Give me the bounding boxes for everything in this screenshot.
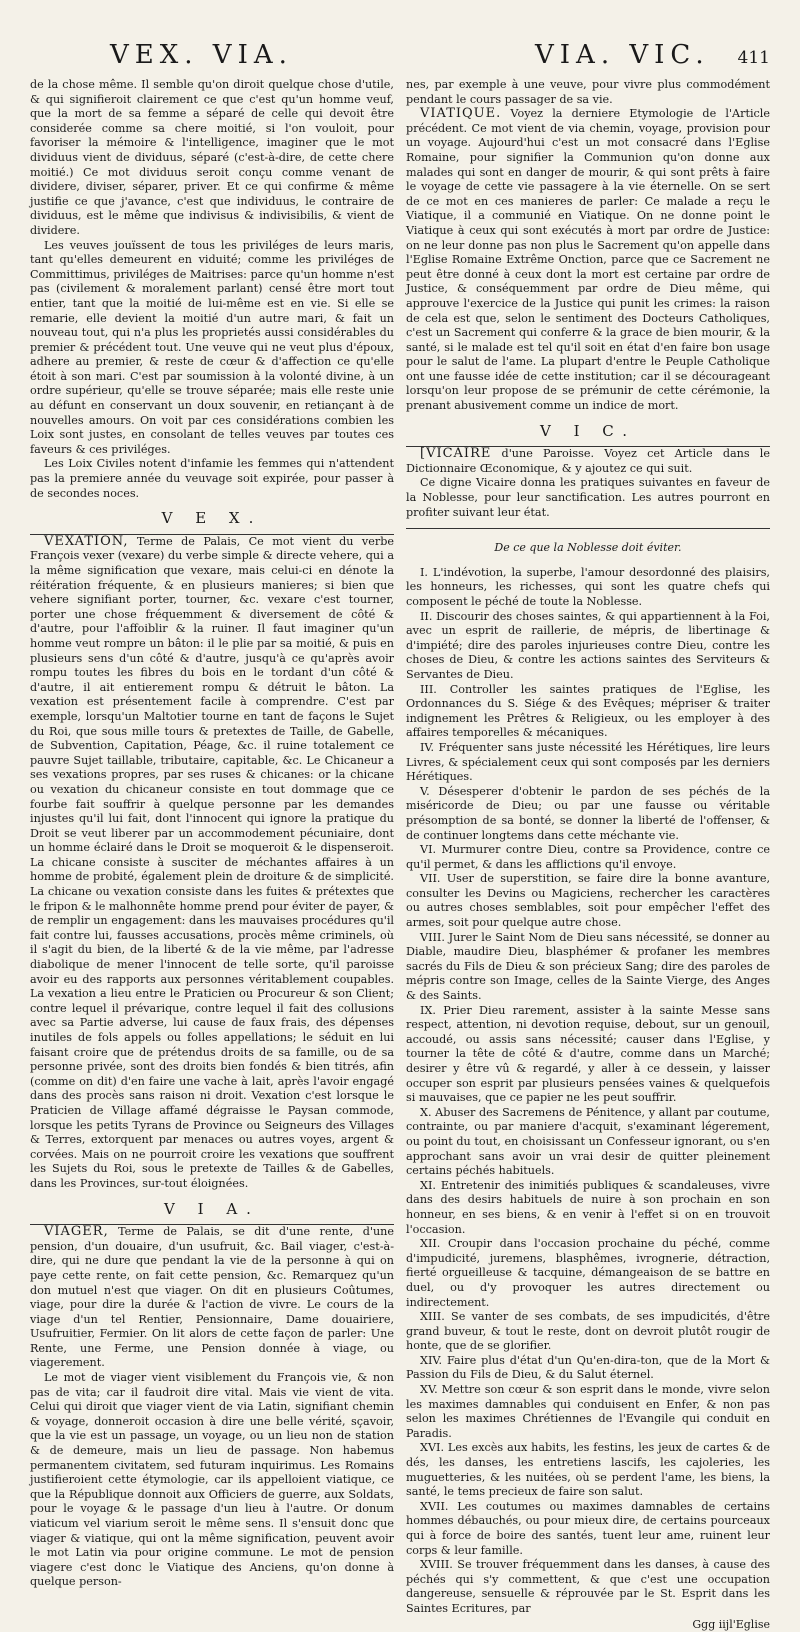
divider xyxy=(406,528,770,529)
left-column xyxy=(30,78,394,1589)
list-item: VII. User de superstition, se faire dire la bonne avanture, consulter les Devins ou Magiciens, rechercher les caractères ou autres choses semblables, soit pour empêcher l'effet des armes, soit pour quelque autre chose. xyxy=(406,872,770,930)
entry-headword: VIATIQUE. xyxy=(420,106,502,122)
entry-text: Terme de Palais, Ce mot vient du verbe François vexer (vexare) du verbe simple & directe vehere, qui a la même signification que vexare, mais celui-ci en dénote la réitération fréquente, & en plusieurs manieres; si bien que vehere signifiant porter, tourner, &c. vexare c'est tourner, porter une chose fréquemment & diversement de côté & d'autre, pour l'affoiblir & la ruiner. Il faut imaginer qu'un homme veut rompre un bâton: il le plie par sa moitié, & puis en plusieurs sens d'un côté & d'autre, jusqu'à ce qu'après avoir rompu toutes les fibres du bois en le tordant d'un côté & d'autre, il ait entierement rompu & détruit le bâton. La vexation est présentement facile à comprendre. C'est par exemple, lorsqu'un Maltotier tourne en tant de façons le Sujet du Roi, que sous mille tours & pretextes de Taille, de Gabelle, de Subvention, Capitation, Péage, &c. il ruine totalement ce pauvre Sujet taillable, tributaire, capitable, &c. Le Chicaneur a ses vexations propres, par ses ruses & chicanes: or la chicane ou vexation du chicaneur consiste en tout dommage que ce fourbe fait souffrir à quelque personne par les demandes injustes qu'il lui fait, dont l'innocent qui ignore la pratique du Droit se veut liberer par un accommodement pécuniaire, dont un homme éclairé dans le Droit se moqueroit & le dispenseroit. La chicane consiste à susciter de méchantes affaires à un homme de probité, également plein de droiture & de simplicité. La chicane ou vexation consiste dans les fuites & prétextes que le fripon & le malhonnête homme prend pour éviter de payer, & de remplir un engagement: dans les mauvaises procédures qu'il fait contre lui, fausses accusations, procès même criminels, où il s'agit du bien, de la liberté & de la vie même, par l'adresse diabolique de mener l'innocent de telle sorte, qu'il paroisse avoir eu des rapports aux personnes véritablement coupables. La vexation a lieu entre le Praticien ou Procureur & son Client; contre lequel il prévarique, contre lequel il fait des collusions avec sa Partie adverse, lui cause de faux frais, des dépenses inutiles de fols appels ou folles appellations; le séduit en lui faisant croire que de prétendus droits de sa famille, ou de sa personne privée, sont des droits bien fondés & bien titrés, afin (comme on dit) d'en faire une vache à lait, après l'avoir engagé dans des procès sans raison ni droit. Vexation c'est lorsque le Praticien de Village affamé dégraisse le Paysan commode, lorsque les petits Tyrans de Province ou Seigneurs des Villages & Terres, extorquent par menaces ou autres voyes, argent & corvées. Mais on ne pourroit croire les vexations que souffrent les Sujets du Roi, sous le pretexte de Tailles & de Gabelles, dans les Provinces, sur-tout éloignées. xyxy=(30,534,394,1190)
entry-headword: VEXATION, xyxy=(44,533,129,549)
list-item: III. Controller les saintes pratiques de l'Eglise, les Ordonnances du S. Siége & des Evêques; mépriser & traiter indignement les Prêtres & Religieux, ou les employer à des affaires temporelles & mécaniques. xyxy=(406,682,770,740)
list-item: VIII. Jurer le Saint Nom de Dieu sans nécessité, se donner au Diable, maudire Dieu, blasphémer & profaner les membres sacrés du Fils de Dieu & son précieux Sang; dire des paroles de mépris contre son Image, celles de la Sainte Vierge, des Anges & des Saints. xyxy=(406,930,770,1003)
list-item: XIV. Faire plus d'état d'un Qu'en-dira-ton, que de la Mort & Passion du Fils de Dieu, & du Salut éternel. xyxy=(406,1353,770,1382)
list-item: XI. Entretenir des inimitiés publiques & scandaleuses, vivre dans des desirs habituels de nuire à son prochain en son honneur, en ses biens, & en venir à l'effet si on en trouvoit l'occasion. xyxy=(406,1178,770,1236)
list-item: XII. Croupir dans l'occasion prochaine du péché, comme d'impudicité, juremens, blasphêmes, ivrognerie, détraction, fierté orgueilleuse & tacquine, démangeaison de se battre en duel, ou d'y provoquer les autres directement ou indirectement. xyxy=(406,1237,770,1309)
list-item: V. Désesperer d'obtenir le pardon de ses péchés de la miséricorde de Dieu; ou par une fausse ou véritable présomption de sa bonté, se donner la liberté de l'offenser, & de continuer longtems dans cette méchante vie. xyxy=(406,784,770,842)
subheading: De ce que la Noblesse doit éviter. xyxy=(494,541,682,555)
numbered-list xyxy=(406,566,770,1617)
paragraph: Les veuves jouïssent de tous les priviléges de leurs maris, tant qu'elles demeurent en viduité; comme les priviléges de Committimus, priviléges de Maitrises: parce qu'un homme n'est pas (civilement & moralement parlant) censé être mort tout entier, tant que la moitié de lui-même est en vie. Si elle se remarie, elle devient la moitié d'un autre mari, & fait un nouveau tout, qui n'a plus les proprietés aussi considérables du premier & précédent tout. Une veuve qui ne veut plus d'époux, adhere au premier, & reste de cœur & d'affection ce qu'elle étoit à son mari. C'est par soumission à la volonté divine, à un ordre supérieur, qu'elle se trouve séparée; mais elle reste unie au défunt en conservant un doux souvenir, en retiançant à de nouvelles amours. On voit par ces considérations combien les Loix sont justes, en consolant de telles veuves par toutes ces faveurs & ces priviléges. xyxy=(30,238,394,456)
entry-vicaire xyxy=(406,447,770,476)
section-heading-vic: V I C. xyxy=(539,421,636,440)
catchword: l'Eglise xyxy=(729,1617,770,1631)
list-item: X. Abuser des Sacremens de Pénitence, y allant par coutume, contrainte, ou par maniere d'acquit, s'examinant légerement, ou point du tout, en choisissant un Confesseur ignorant, ou s'en approchant sans avoir un vrai desir de quitter pleinement certains péchés habituels. xyxy=(406,1105,770,1178)
paragraph: nes, par exemple à une veuve, pour vivre plus commodément pendant le cours passager de sa vie. xyxy=(406,78,770,106)
entry-viatique xyxy=(406,107,770,413)
right-column xyxy=(406,78,770,1631)
entry-text: Voyez la derniere Etymologie de l'Article précédent. Ce mot vient de via chemin, voyage, provision pour un voyage. Aujourd'hui c'est un mot consacré dans l'Eglise Romaine, pour signifier la Communion qu'on donne aux malades qui sont en danger de mourir, & qui sont prêts à faire le voyage de cette vie passagere à la vie éternelle. On se sert de ce mot en ces manieres de parler: Ce malade a reçu le Viatique, il a communié en Viatique. On ne donne point le Viatique à ceux qui sont exécutés à mort par ordre de Justice: on ne leur donne pas non plus le Sacrement qu'on appelle dans l'Eglise Romaine Extrême Onction, parce que ce Sacrement ne peut être donné à ceux dont la mort est certaine par ordre de Justice, & conséquemment par ordre de Dieu même, qui approuve l'exercice de la Justice qui punit les crimes: la raison de cela est que, selon le sentiment des Docteurs Catholiques, c'est un Sacrement qui conferre & la grace de bien mourir, & la santé, si le malade est tel qu'il soit en état d'en faire bon usage pour le salut de l'ame. La plupart d'entre le Peuple Catholique ont une fausse idée de cette institution; car il se décourageant lorsqu'on leur propose de se prémunir de cette cérémonie, la prenant abusivement comme un indice de mort. xyxy=(406,107,770,413)
list-item: I. L'indévotion, la superbe, l'amour desordonné des plaisirs, les honneurs, les richesses, qui sont les quatre chefs qui composent le péché de toute la Noblesse. xyxy=(406,565,770,608)
list-item: XIII. Se vanter de ses combats, de ses impudicités, d'être grand buveur, & tout le reste, dont on devroit plutôt rougir de honte, que de se glorifier. xyxy=(406,1310,770,1353)
list-item: XVIII. Se trouver fréquemment dans les danses, à cause des péchés qui s'y commettent, & que c'est une occupation dangereuse, sensuelle & réprouvée par le St. Esprit dans les Saintes Ecritures, par xyxy=(406,1558,770,1615)
paragraph: de la chose même. Il semble qu'on diroit quelque chose d'utile, & qui signifieroit clairement ce que c'est qu'un homme veuf, que la mort de sa femme a séparé de celle qui devoit être considerée comme sa chere moitié, si l'on vouloit, pour favoriser la mémoire & l'intelligence, imaginer que le mot dividuus vient de dividuus, séparé (c'est-à-dire, de cette chere moitié.) Ce mot dividuus seroit conçu comme venant de dividere, diviser, séparer, priver. Et ce qui confirme & même justifie ce que j'avance, c'est que individuus, le contraire de dividuus, est le même que indivisus & indivisibilis, & vient de dividere. xyxy=(30,78,394,237)
running-head xyxy=(30,40,770,74)
section-heading-vex: V E X. xyxy=(161,509,263,528)
list-item: IV. Fréquenter sans juste nécessité les Hérétiques, lire leurs Livres, & spécialement ceux qui sont composés par les derniers Hérétiques. xyxy=(406,740,770,784)
signature-line xyxy=(406,1618,770,1632)
page-number: 411 xyxy=(737,48,770,68)
entry-text: d'une Paroisse. Voyez cet Article dans le Dictionnaire Œconomique, & y ajoutez ce qui suit. xyxy=(406,447,770,475)
paragraph: Le mot de viager vient visiblement du François vie, & non pas de vita; car il faudroit dire vital. Mais vie vient de vita. Celui qui diroit que viager vient de via Latin, signifiant chemin & voyage, donneroit occasion à dire une belle vérité, sçavoir, que la vie est un passage, un voyage, ou un lieu non de station & de demeure, mais un lieu de passage. Non habemus permanentem civitatem, sed futuram inquirimus. Les Romains justifieroient cette étymologie, car ils appelloient viatique, ce que la République donnoit aux Officiers de guerre, aux Soldats, pour le voyage & le passage d'un lieu à l'autre. Or donum viaticum vel viarium seroit le même sens. Il s'ensuit donc que viager & viatique, qui ont la même signification, peuvent avoir le mot Latin via pour origine commune. Le mot de pension viagere c'est donc le Viatique des Anciens, qu'on donne à quelque person- xyxy=(30,1371,394,1589)
section-heading-via: V I A. xyxy=(164,1199,260,1218)
header-left: VEX. VIA. xyxy=(110,40,293,70)
paragraph: Les Loix Civiles notent d'infamie les femmes qui n'attendent pas la premiere année du veuvage soit expirée, pour passer à de secondes noces. xyxy=(30,457,394,500)
entry-viager xyxy=(30,1225,394,1371)
header-right: VIA. VIC. xyxy=(535,40,710,70)
paragraph: Ce digne Vicaire donna les pratiques suivantes en faveur de la Noblesse, pour leur sanctification. Les autres pourront en profiter suivant leur état. xyxy=(406,476,770,519)
list-item: II. Discourir des choses saintes, & qui appartiennent à la Foi, avec un esprit de raillerie, de mépris, de libertinage & d'impiété; dire des paroles injurieuses contre Dieu, contre les choses de Dieu, & contre les actions saintes des Serviteurs & Servantes de Dieu. xyxy=(406,609,770,681)
list-item: XVII. Les coutumes ou maximes damnables de certains hommes débauchés, ou pour mieux dire, de certains pourceaux qui à force de boire des santés, tuent leur ame, ruinent leur corps & leur famille. xyxy=(406,1499,770,1557)
two-column-body xyxy=(30,78,770,1631)
list-item: XV. Mettre son cœur & son esprit dans le monde, vivre selon les maximes damnables qui conduisent en Enfer, & non pas selon les maximes Chrétiennes de l'Evangile qui conduit en Paradis. xyxy=(406,1383,770,1440)
entry-headword: [VICAIRE xyxy=(420,446,492,462)
entry-vexation xyxy=(30,535,394,1192)
entry-headword: VIAGER, xyxy=(44,1224,109,1240)
signature-mark: Ggg iij xyxy=(692,1617,730,1631)
entry-text: Terme de Palais, se dit d'une rente, d'une pension, d'un douaire, d'un usufruit, &c. Bail viager, c'est-à-dire, qui ne dure que pendant la vie de la personne à qui on paye cette rente, on fait cette pension, &c. Remarquez qu'un don mutuel n'est que viager. On dit en plusieurs Coûtumes, viage, pour dire la durée & l'action de vivre. Le cours de la viage d'un tel Rentier, Pensionnaire, Dame douairiere, Usufruitier, Fermier. On lit alors de cette façon de parler: Une Rente, une Ferme, une Pension donnée à viage, ou viagerement. xyxy=(30,1225,394,1370)
list-item: VI. Murmurer contre Dieu, contre sa Providence, contre ce qu'il permet, & dans les afflictions qu'il envoye. xyxy=(406,843,770,871)
list-item: XVI. Les excès aux habits, les festins, les jeux de cartes & de dés, les danses, les entretiens lascifs, les cajoleries, les muguetteries, & les nuitées, où se perdent l'ame, les biens, la santé, le tems precieux de faire son salut. xyxy=(406,1441,770,1499)
list-item: IX. Prier Dieu rarement, assister à la sainte Messe sans respect, attention, ni devotion requise, debout, sur un genouil, accoudé, ou assis sans nécessité; causer dans l'Eglise, y tourner la tête de côté & d'autre, comme dans un Marché; desirer y être vû & regardé, y aller à ce dessein, y laisser occuper son esprit par plusieurs pensées vaines & quelquefois si mauvaises, que ce papier ne les peut souffrir. xyxy=(406,1003,770,1105)
